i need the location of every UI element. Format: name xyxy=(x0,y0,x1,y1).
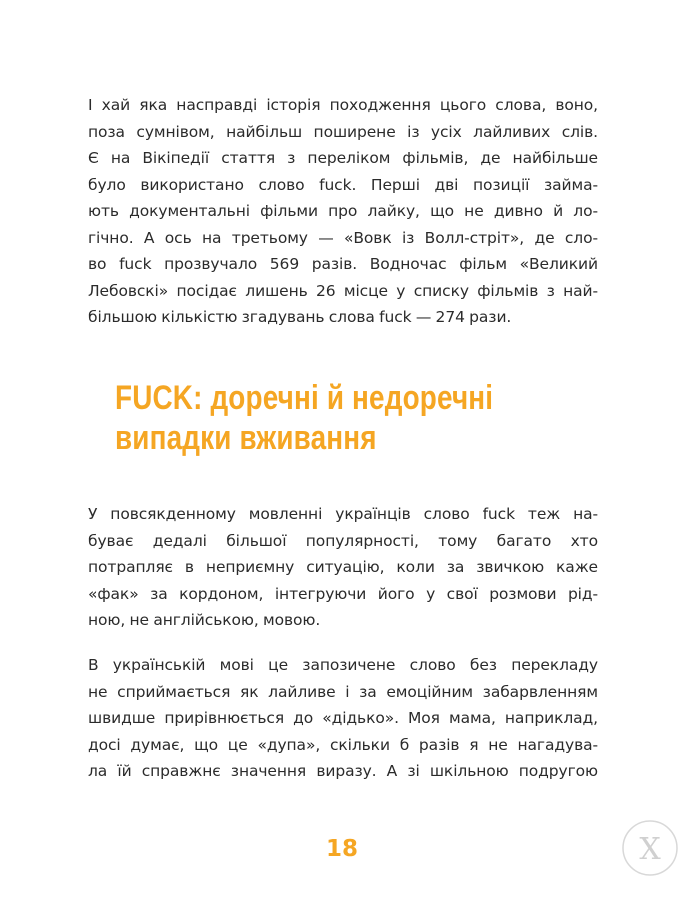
text-line: буває дедалі більшої популярності, тому багато хто xyxy=(88,531,598,550)
text-line: І хай яка насправді історія походження цього слова, воно, xyxy=(88,96,598,114)
text-line: гічно. А ось на третьому — «Вовк із Волл-стріт», де сло- xyxy=(88,228,598,247)
text-line: потрапляє в неприємну ситуацію, коли за звичкою каже xyxy=(88,558,598,576)
text-line: У повсякденному мовленні українців слово fuck теж на- xyxy=(88,505,598,523)
paragraph-3 xyxy=(88,652,598,785)
text-line: ла їй справжнє значення виразу. А зі шкільною подругою xyxy=(88,762,598,780)
paragraph-2 xyxy=(88,501,598,634)
text-line: більшою кількістю згадувань слова fuck — 274 рази. xyxy=(88,308,512,326)
text-line: В українській мові це запозичене слово без перекладу xyxy=(88,656,598,674)
text-line: ють документальні фільми про лайку, що не дивно й ло- xyxy=(88,202,598,220)
text-line: Лебовскі» посідає лишень 26 місце у списку фільмів з най- xyxy=(88,281,598,300)
text-line: во fuck прозвучало 569 разів. Водночас фільм «Великий xyxy=(88,255,598,273)
text-line: «фак» за кордоном, інтегруючи його у свої розмови рід- xyxy=(88,584,598,603)
section-heading xyxy=(115,378,509,458)
paragraph-1 xyxy=(88,92,598,331)
watermark-logo-icon xyxy=(620,818,680,878)
text-line: Є на Вікіпедії стаття з переліком фільмів, де найбільше xyxy=(88,149,598,167)
heading-line-2: випадки вживання xyxy=(115,419,377,457)
watermark-letter: Х xyxy=(639,832,661,867)
text-line: не сприймається як лайливе і за емоційним забарвленням xyxy=(88,682,598,701)
heading-line-1: FUCK: доречні й недоречні xyxy=(115,379,494,417)
page-number: 18 xyxy=(325,836,358,862)
text-line: швидше прирівнюється до «дідько». Моя мама, наприклад, xyxy=(88,709,598,727)
text-line: досі думає, що це «дупа», скільки б разів я не нагадува- xyxy=(88,735,598,754)
text-line: ною, не англійською, мовою. xyxy=(88,611,321,629)
text-line: поза сумнівом, найбільш поширене із усіх лайливих слів. xyxy=(88,122,598,141)
text-line: було використано слово fuck. Перші дві позиції займа- xyxy=(88,175,598,194)
